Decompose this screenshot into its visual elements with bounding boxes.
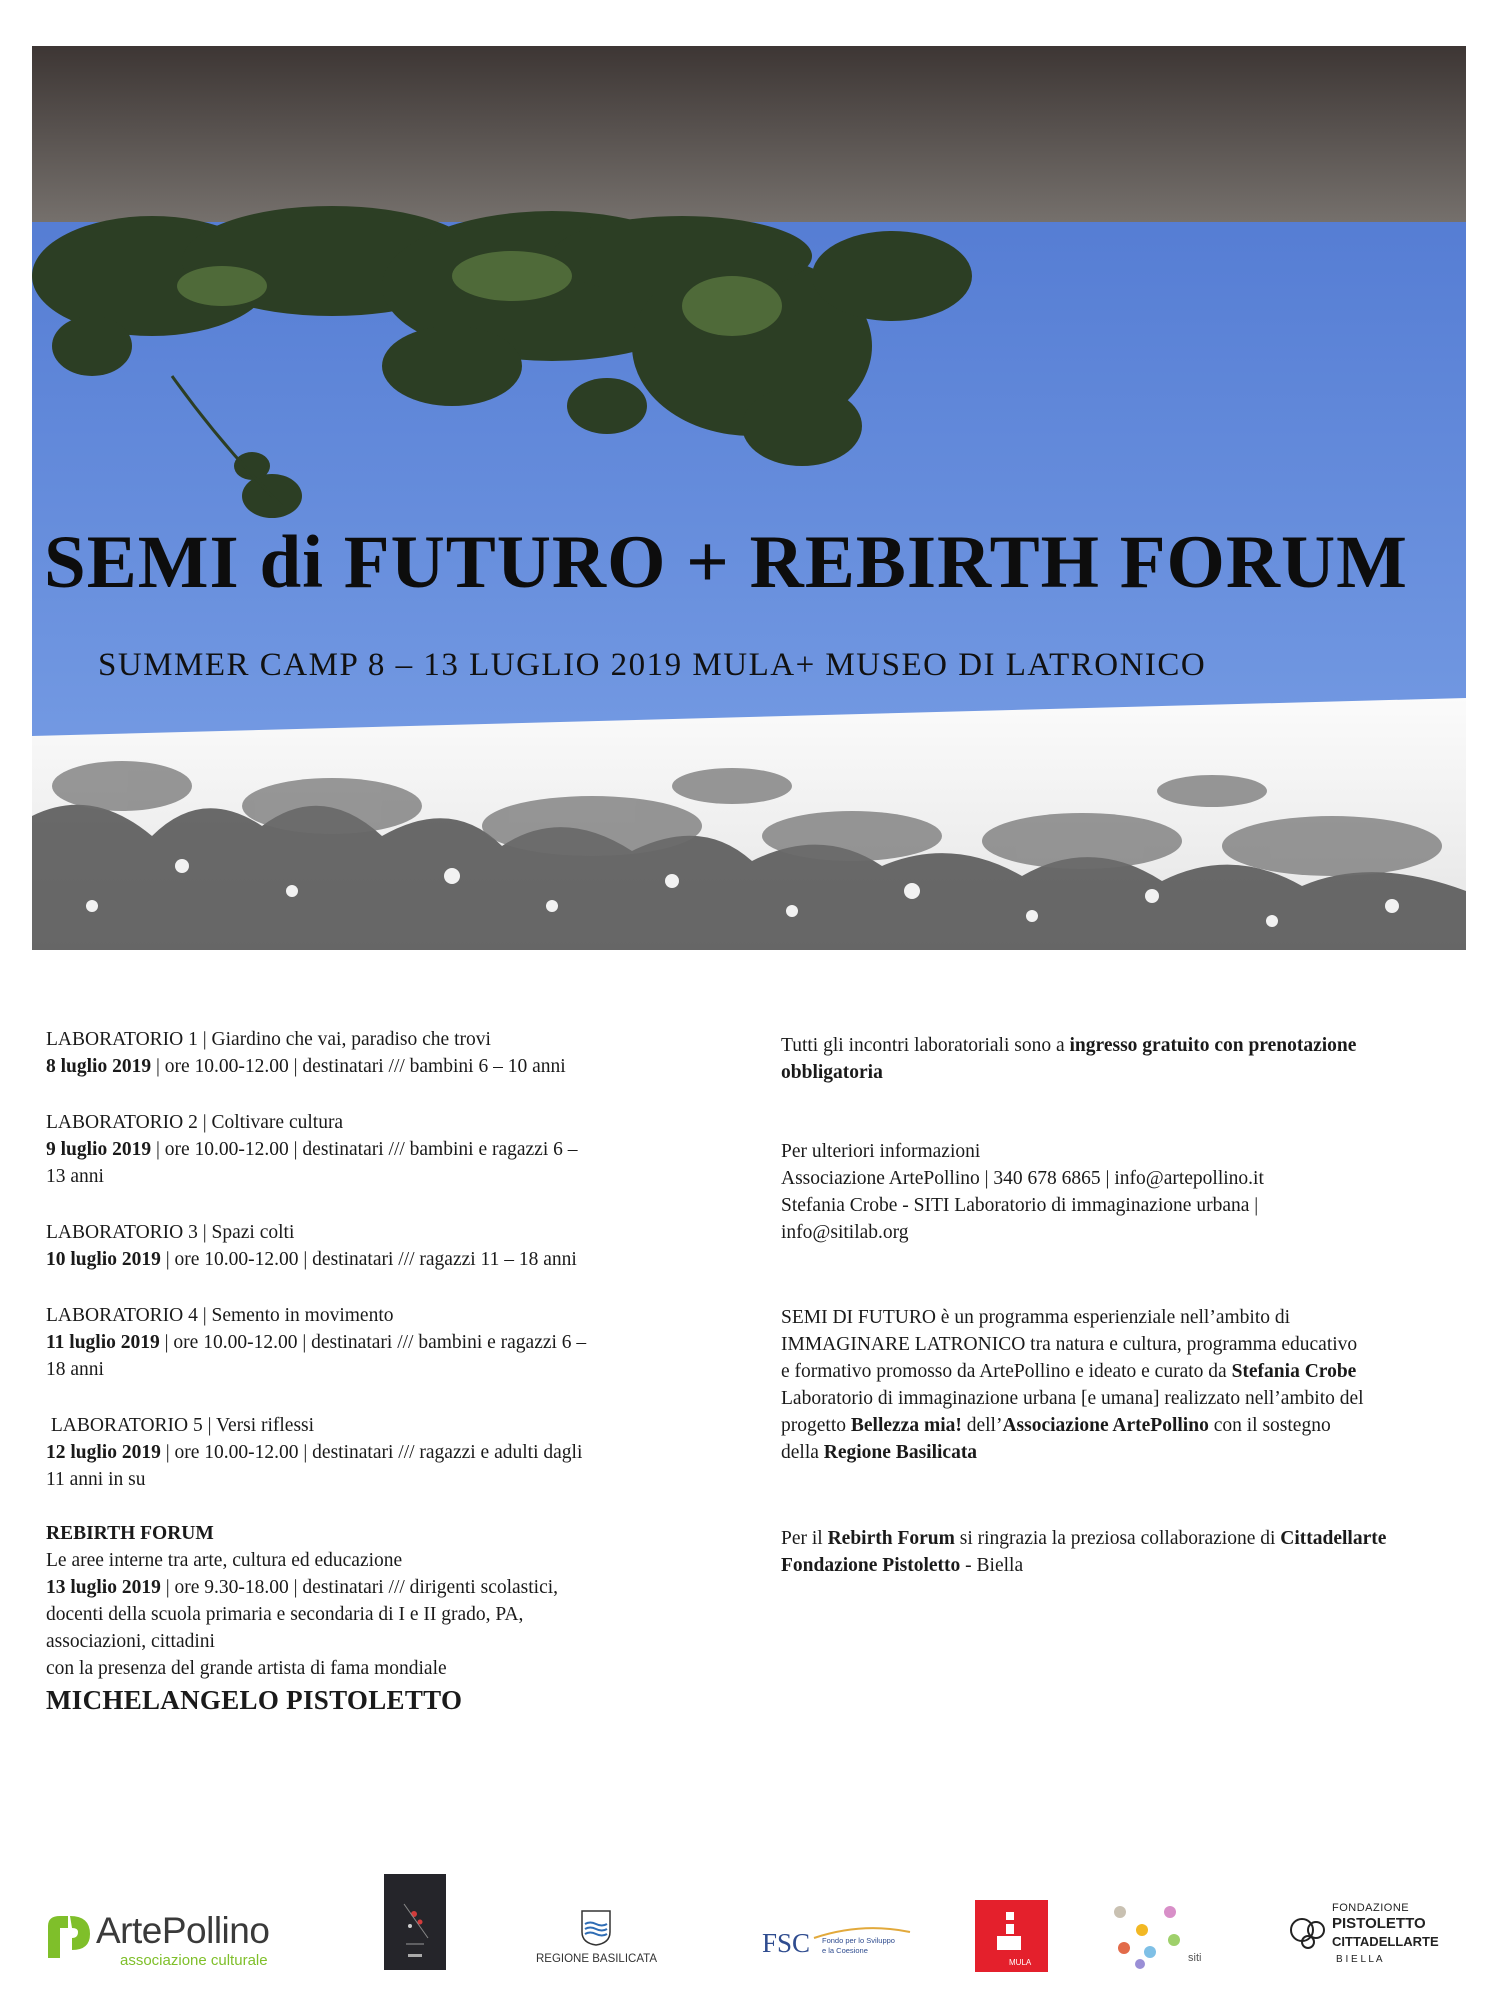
- forum-guest-intro: con la presenza del grande artista di fama mondiale: [46, 1658, 447, 1679]
- pistoletto-symbol-icon: [1288, 1912, 1328, 1952]
- artepollino-logo: [44, 1910, 284, 1970]
- contact-artepollino: Associazione ArtePollino | 340 678 6865 | info@artepollino.it: [781, 1168, 1264, 1189]
- lab-heading: LABORATORIO 2 | Coltivare cultura: [46, 1112, 344, 1133]
- foundation-name: Fondazione Pistoletto: [781, 1555, 961, 1576]
- lab-schedule: [46, 1329, 746, 1356]
- info-column: [781, 1032, 1481, 1605]
- thanks-text: Per il: [781, 1528, 828, 1549]
- forum-audience-cont: associazioni, cittadini: [46, 1631, 215, 1652]
- program-description: [781, 1304, 1481, 1466]
- lab-date: 12 luglio 2019: [46, 1442, 161, 1463]
- description-text: dell’: [961, 1415, 1003, 1436]
- pistoletto-line-1: FONDAZIONE: [1332, 1902, 1410, 1914]
- forum-schedule: [46, 1574, 746, 1601]
- lab-details-cont: 13 anni: [46, 1166, 104, 1187]
- lab-details: | ore 10.00-12.00 | destinatari /// ragazzi 11 – 18 anni: [160, 1249, 577, 1270]
- lab-heading: LABORATORIO 5 | Versi riflessi: [46, 1415, 315, 1436]
- lab-schedule: [46, 1053, 746, 1080]
- pistoletto-line-2: PISTOLETTO: [1332, 1915, 1426, 1932]
- thanks-line: [781, 1525, 1481, 1552]
- poster-subtitle: SUMMER CAMP 8 – 13 LUGLIO 2019 MULA+ MUSEO DI LATRONICO: [98, 647, 1207, 683]
- mula-label: MULA: [1009, 1958, 1032, 1967]
- fsc-abbreviation: FSC: [762, 1928, 811, 1958]
- siti-dots-icon: [1110, 1902, 1190, 1972]
- fsc-line-1: Fondo per lo Sviluppo: [822, 1936, 895, 1945]
- description-line: IMMAGINARE LATRONICO tra natura e cultura, programma educativo: [781, 1334, 1358, 1355]
- contact-siti: Stefania Crobe - SITI Laboratorio di immaginazione urbana |: [781, 1195, 1259, 1216]
- program-column: [46, 1026, 746, 1747]
- basilicata-name: REGIONE BASILICATA: [536, 1953, 657, 1965]
- book-cover-graphic-icon: [384, 1874, 446, 1970]
- description-line: SEMI DI FUTURO è un programma esperienziale nell’ambito di: [781, 1307, 1291, 1328]
- siti-logo: [1110, 1902, 1210, 1972]
- lab-details: | ore 10.00-12.00 | destinatari /// ragazzi e adulti dagli: [160, 1442, 583, 1463]
- lab-3: [46, 1219, 746, 1273]
- lab-1: [46, 1026, 746, 1080]
- description-text: progetto: [781, 1415, 851, 1436]
- forum-audience: docenti della scuola primaria e secondaria di I e II grado, PA,: [46, 1604, 524, 1625]
- lab-details-cont: 18 anni: [46, 1359, 104, 1380]
- lab-heading: LABORATORIO 1 | Giardino che vai, paradiso che trovi: [46, 1029, 491, 1050]
- lab-heading: LABORATORIO 4 | Semento in movimento: [46, 1305, 394, 1326]
- pistoletto-logo: [1288, 1900, 1439, 1972]
- lab-date: 8 luglio 2019: [46, 1056, 152, 1077]
- pistoletto-line-4: B I E L L A: [1336, 1954, 1383, 1965]
- regione-basilicata-logo: [536, 1910, 656, 1970]
- forum-guest-name: MICHELANGELO PISTOLETTO: [46, 1685, 463, 1715]
- description-line: Laboratorio di immaginazione urbana [e umana] realizzato nell’ambito del: [781, 1388, 1364, 1409]
- artepollino-leaf-icon: [44, 1912, 94, 1962]
- book-cover-logo: [384, 1874, 446, 1970]
- basilicata-crest-icon: [581, 1910, 611, 1946]
- lab-details-cont: 11 anni in su: [46, 1469, 146, 1490]
- free-entry-bold-cont: obbligatoria: [781, 1062, 883, 1083]
- lab-2: [46, 1109, 746, 1190]
- lab-5: [46, 1412, 746, 1493]
- artepollino-tagline: associazione culturale: [120, 1952, 268, 1969]
- thanks-text: si ringrazia la preziosa collaborazione di: [954, 1528, 1281, 1549]
- partner-name: Cittadellarte: [1280, 1528, 1387, 1549]
- lab-details: | ore 10.00-12.00 | destinatari /// bambini 6 – 10 anni: [151, 1056, 566, 1077]
- description-text: con il sostegno: [1208, 1415, 1331, 1436]
- hero-photo-illustration: [32, 46, 1466, 950]
- description-line: [781, 1412, 1481, 1439]
- forum-subtitle: Le aree interne tra arte, cultura ed educazione: [46, 1550, 403, 1571]
- lab-4: [46, 1302, 746, 1383]
- acknowledgements: [781, 1525, 1481, 1579]
- lab-date: 10 luglio 2019: [46, 1249, 161, 1270]
- forum-details: | ore 9.30-18.00 | destinatari /// dirigenti scolastici,: [160, 1577, 559, 1598]
- lab-details: | ore 10.00-12.00 | destinatari /// bambini e ragazzi 6 –: [151, 1139, 578, 1160]
- siti-label: siti: [1188, 1952, 1202, 1964]
- free-entry-line: [781, 1032, 1481, 1059]
- lab-schedule: [46, 1246, 746, 1273]
- contacts: [781, 1138, 1481, 1246]
- thanks-text: - Biella: [960, 1555, 1024, 1576]
- lab-schedule: [46, 1136, 746, 1163]
- fsc-line-2: e la Coesione: [822, 1946, 868, 1955]
- contact-siti-email: info@sitilab.org: [781, 1222, 909, 1243]
- curator-name: Stefania Crobe: [1231, 1361, 1357, 1382]
- lab-date: 11 luglio 2019: [46, 1332, 160, 1353]
- lab-details: | ore 10.00-12.00 | destinatari /// bambini e ragazzi 6 –: [159, 1332, 587, 1353]
- description-text: e formativo promosso da ArtePollino e ideato e curato da: [781, 1361, 1232, 1382]
- poster-title: SEMI di FUTURO + REBIRTH FORUM: [44, 521, 1408, 604]
- thanks-line: [781, 1552, 1481, 1579]
- forum-name: Rebirth Forum: [827, 1528, 955, 1549]
- association-name: Associazione ArtePollino: [1002, 1415, 1209, 1436]
- description-line: [781, 1439, 1481, 1466]
- mula-logo: [975, 1900, 1048, 1972]
- fsc-logo: [762, 1928, 912, 1968]
- hero-photo: [32, 46, 1466, 950]
- project-name: Bellezza mia!: [850, 1415, 962, 1436]
- description-line: [781, 1358, 1481, 1385]
- sponsor-logos: [0, 1860, 1500, 1980]
- lab-schedule: [46, 1439, 746, 1466]
- contacts-title: Per ulteriori informazioni: [781, 1141, 981, 1162]
- lab-date: 9 luglio 2019: [46, 1139, 152, 1160]
- free-entry-text: Tutti gli incontri laboratoriali sono a: [781, 1035, 1070, 1056]
- forum-date: 13 luglio 2019: [46, 1577, 161, 1598]
- free-entry-bold: ingresso gratuito con prenotazione: [1069, 1035, 1357, 1056]
- artepollino-name: ArtePollino: [96, 1910, 270, 1951]
- forum-heading: REBIRTH FORUM: [46, 1523, 214, 1544]
- region-name: Regione Basilicata: [823, 1442, 978, 1463]
- pistoletto-line-3: CITTADELLARTE: [1332, 1934, 1439, 1949]
- free-entry-note: [781, 1032, 1481, 1086]
- description-text: della: [781, 1442, 824, 1463]
- rebirth-forum: [46, 1520, 746, 1718]
- lab-heading: LABORATORIO 3 | Spazi colti: [46, 1222, 295, 1243]
